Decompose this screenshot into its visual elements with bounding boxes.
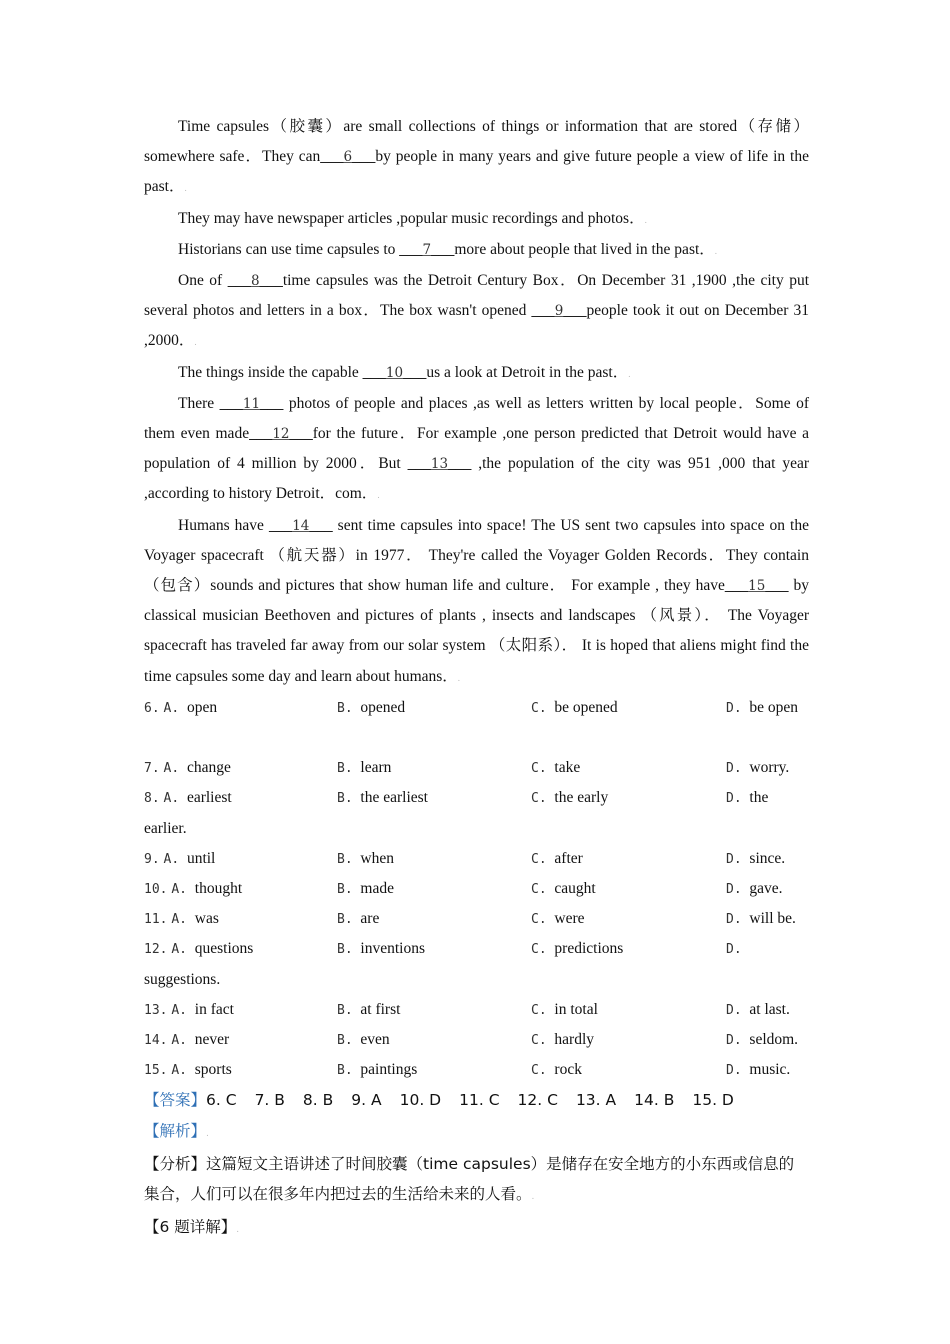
question-list <box>144 693 809 1085</box>
option-c <box>531 753 580 784</box>
option-text: learn <box>360 759 392 777</box>
option-text: rock <box>554 1061 582 1079</box>
blank-7: ___7___ <box>399 240 455 258</box>
passage-paragraph-7: Humans have ___14___ sent time capsules into space! The US sent two capsules into space on the Voyager spacecraft （航天器）in 1977． They're called the Voyager Golden Records．They contain （包含）sounds and pictures that show human life and culture． For example , they have___15___ by classical musician Beethoven and pictures of plants , insects and landscapes （风景）． The Voyager spacecraft has traveled far away from our solar system （太阳系）． It is hoped that aliens might find the time capsules some day and learn about humans．. <box>144 516 809 685</box>
question-number: 6. <box>144 700 160 716</box>
option-text: be opened <box>554 698 618 716</box>
option-text: thought <box>194 879 243 897</box>
question-number: 8. <box>144 791 160 807</box>
option-label: B. <box>337 851 353 867</box>
option-d-wrap: suggestions. <box>144 970 221 988</box>
option-text: seldom. <box>749 1030 799 1048</box>
option-text: take <box>554 759 581 777</box>
option-text: never <box>194 1030 230 1048</box>
answer-item: 12. C <box>517 1091 558 1110</box>
option-b <box>337 874 394 905</box>
option-d <box>726 874 783 905</box>
option-label: C. <box>531 761 547 777</box>
question-row <box>144 904 809 934</box>
option-text: gave. <box>749 879 783 897</box>
option-label: D. <box>726 851 742 867</box>
passage-paragraph-2: They may have newspaper articles ,popular music recordings and photos．. <box>178 209 647 227</box>
analysis-label: 【解析】 <box>144 1121 207 1140</box>
option-d <box>726 693 798 724</box>
option-label: C. <box>531 912 547 928</box>
answer-item: 6. C <box>206 1091 237 1110</box>
option-b <box>337 1055 417 1086</box>
option-text: will be. <box>749 910 796 928</box>
option-label: B. <box>337 1063 353 1079</box>
passage-paragraph-6: There ___11___ photos of people and places ,as well as letters written by local people．Some of them even made___12___for the future．For example ,one person predicted that Detroit would have a population of 4 million by 2000．But ___13___ ,the population of the city was 951 ,000 that year ,according to history Detroit．com．. <box>144 394 810 503</box>
text: There <box>178 394 220 412</box>
option-b <box>337 844 394 875</box>
blank-14: ___14___ <box>268 516 333 534</box>
detail-label: 【6 题详解】 <box>144 1218 237 1237</box>
option-text: at last. <box>749 1000 790 1018</box>
option-a <box>144 1055 232 1086</box>
blank-13: ___13___ <box>407 455 472 473</box>
text: Time capsules（胶囊）are small collections of things or information that are stored（存储）somewhere safe．They can <box>144 118 809 166</box>
passage-paragraph-4: One of ___8___time capsules was the Detroit Century Box．On December 31 ,1900 ,the city put several photos and letters in a box．The box wasn't opened ___9___people took it out on December 31 ,2000．. <box>144 272 809 350</box>
option-text: change <box>186 759 231 777</box>
question-number: 15. <box>144 1063 168 1079</box>
answer-label: 【答案】 <box>144 1091 207 1110</box>
option-b <box>337 934 425 965</box>
option-label: B. <box>337 881 353 897</box>
blank-12: ___12___ <box>249 425 313 443</box>
option-a <box>144 844 215 875</box>
text: photos of people and places ,as well as letters written by local people．Some of them even made <box>144 394 809 443</box>
analysis-heading: 【解析】. <box>144 1121 209 1140</box>
option-text: the earliest <box>360 789 428 807</box>
option-b <box>337 783 428 814</box>
text: Humans have <box>178 516 269 534</box>
option-label: B. <box>337 942 353 958</box>
option-text: until <box>186 849 216 867</box>
answer-item: 15. D <box>692 1091 734 1110</box>
option-label: D. <box>726 881 742 897</box>
option-text: inventions <box>360 940 425 958</box>
text: They may have newspaper articles ,popular music recordings and photos． <box>178 209 645 227</box>
option-c <box>531 995 598 1026</box>
document-page <box>144 112 809 1245</box>
option-a <box>144 753 231 784</box>
detail-heading: 【6 题详解】. <box>144 1218 240 1237</box>
question-number: 10. <box>144 881 168 897</box>
question-number: 9. <box>144 851 160 867</box>
analysis-summary-label: 【分析】 <box>144 1154 207 1173</box>
option-text: open <box>186 698 218 716</box>
option-label: D. <box>726 912 742 928</box>
question-row <box>144 995 809 1025</box>
answer-items <box>206 1091 752 1109</box>
question-number: 11. <box>144 912 168 928</box>
answer-item: 9. A <box>351 1091 382 1110</box>
option-c <box>531 904 585 935</box>
option-c <box>531 874 596 905</box>
option-text: earliest <box>186 789 232 807</box>
option-d <box>726 934 746 965</box>
text: One of <box>178 272 228 290</box>
option-label: A. <box>163 761 180 777</box>
option-label: C. <box>531 1063 547 1079</box>
passage-paragraph-1: Time capsules（胶囊）are small collections of things or information that are stored（存储）somewhere safe．They can___6___by people in many years and give future people a view of life in the past．. <box>144 118 809 196</box>
option-label: A. <box>171 881 188 897</box>
option-label: D. <box>726 1063 742 1079</box>
passage-paragraph-3: Historians can use time capsules to ___7___more about people that lived in the past．. <box>178 240 718 258</box>
option-text: music. <box>749 1061 791 1079</box>
option-b <box>337 693 405 724</box>
analysis-summary: 【分析】这篇短文主语讲述了时间胶囊（time capsules）是储存在安全地方的小东西或信息的集合，人们可以在很多年内把过去的生活给未来的人看。. <box>144 1154 795 1203</box>
answer-item: 13. A <box>575 1091 617 1110</box>
text: by people in many years and give future people a view of life in the past． <box>144 148 809 196</box>
option-text: at first <box>360 1000 401 1018</box>
passage-paragraph-5: The things inside the capable ___10___us a look at Detroit in the past．. <box>178 363 631 381</box>
answer-item: 14. B <box>634 1091 675 1110</box>
option-label: A. <box>163 851 180 867</box>
question-number: 14. <box>144 1032 168 1048</box>
option-label: B. <box>337 1032 353 1048</box>
option-label: A. <box>163 791 180 807</box>
option-d <box>726 995 790 1026</box>
option-text: when <box>360 849 394 867</box>
option-b <box>337 995 400 1026</box>
option-label: D. <box>726 761 742 777</box>
blank-8: ___8___ <box>227 272 283 290</box>
text: us a look at Detroit in the past． <box>426 363 629 381</box>
text: The things inside the capable <box>178 363 363 381</box>
option-text: paintings <box>360 1061 418 1079</box>
text: more about people that lived in the past． <box>454 240 715 258</box>
option-d <box>726 783 768 814</box>
spacer <box>144 723 809 753</box>
option-text: hardly <box>554 1030 595 1048</box>
option-label: C. <box>531 1032 547 1048</box>
option-text: since. <box>749 849 786 867</box>
blank-15: ___15___ <box>724 577 789 595</box>
text: by classical musician Beethoven and pictures of plants , insects and landscapes （风景）． The Voyager spacecraft has traveled far away from our solar system （太阳系）． It is hoped that aliens might find the time capsules some day and learn about humans． <box>144 577 809 685</box>
option-label: A. <box>163 700 180 716</box>
option-d <box>726 1025 798 1056</box>
option-text: the <box>749 789 769 807</box>
option-text: made <box>360 879 394 897</box>
text: people took it out on December 31 ,2000． <box>144 302 809 350</box>
question-row <box>144 934 809 964</box>
blank-9: ___9___ <box>531 302 587 320</box>
option-c <box>531 934 623 965</box>
answer-item: 10. D <box>399 1091 442 1110</box>
option-c <box>531 1055 582 1086</box>
option-label: B. <box>337 791 353 807</box>
option-a <box>144 934 253 965</box>
option-label: C. <box>531 851 547 867</box>
option-label: D. <box>726 942 742 958</box>
question-number: 12. <box>144 942 168 958</box>
option-a <box>144 904 219 935</box>
text: sent time capsules into space! The US sent two capsules into space on the Voyager spacecraft （航天器）in 1977． They're called the Voyager Golden Records．They contain （包含）sounds and pictures that show human life and culture． For example , they have <box>144 516 809 595</box>
option-text: in total <box>554 1000 598 1018</box>
option-label: D. <box>726 1002 742 1018</box>
option-label: C. <box>531 881 547 897</box>
option-c <box>531 844 583 875</box>
option-text: questions <box>194 940 254 958</box>
option-text: were <box>554 910 585 928</box>
option-text: after <box>554 849 583 867</box>
question-row <box>144 693 809 723</box>
option-label: C. <box>531 791 547 807</box>
option-label: A. <box>171 942 188 958</box>
option-label: C. <box>531 1002 547 1018</box>
option-label: A. <box>171 1032 188 1048</box>
option-a <box>144 995 234 1026</box>
option-label: C. <box>531 942 547 958</box>
option-d <box>726 904 796 935</box>
option-a <box>144 783 232 814</box>
question-row <box>144 753 809 783</box>
option-b <box>337 753 391 784</box>
option-text: worry. <box>749 759 790 777</box>
option-d <box>726 753 789 784</box>
answer-line <box>144 1085 809 1115</box>
option-text: even <box>360 1030 390 1048</box>
question-row <box>144 874 809 904</box>
blank-10: ___10___ <box>362 363 427 381</box>
question-row <box>144 1055 809 1085</box>
blank-11: ___11___ <box>219 394 284 412</box>
option-a <box>144 1025 229 1056</box>
option-text: sports <box>194 1061 232 1079</box>
option-d <box>726 1055 790 1086</box>
question-number: 13. <box>144 1002 168 1018</box>
option-label: D. <box>726 791 742 807</box>
option-label: B. <box>337 761 353 777</box>
option-text: be open <box>749 698 799 716</box>
option-text: caught <box>554 879 596 897</box>
option-a <box>144 693 217 724</box>
answer-item: 11. C <box>459 1091 500 1110</box>
option-label: B. <box>337 1002 353 1018</box>
question-row <box>144 844 809 874</box>
text: ,the population of the city was 951 ,000 that year ,according to history Detroit．com． <box>144 455 810 503</box>
question-row <box>144 1025 809 1055</box>
text: time capsules was the Detroit Century Box．On December 31 ,1900 ,the city put several photos and letters in a box．The box wasn't opened <box>144 272 809 320</box>
option-label: A. <box>171 1063 188 1079</box>
option-label: A. <box>171 912 188 928</box>
option-c <box>531 693 618 724</box>
answer-item: 7. B <box>254 1091 285 1110</box>
option-b <box>337 904 379 935</box>
option-label: D. <box>726 700 742 716</box>
option-b <box>337 1025 390 1056</box>
option-text: the early <box>554 789 609 807</box>
analysis-summary-text: 这篇短文主语讲述了时间胶囊（time capsules）是储存在安全地方的小东西或信息的集合，人们可以在很多年内把过去的生活给未来的人看。 <box>144 1154 795 1203</box>
option-label: A. <box>171 1002 188 1018</box>
option-d-wrap: earlier. <box>144 819 187 837</box>
text: Historians can use time capsules to <box>178 240 400 258</box>
option-c <box>531 783 608 814</box>
question-number: 7. <box>144 761 160 777</box>
option-text: was <box>194 910 219 928</box>
blank-6: ___6___ <box>320 148 376 166</box>
option-a <box>144 874 242 905</box>
answer-item: 8. B <box>302 1091 334 1110</box>
option-text: in fact <box>194 1000 234 1018</box>
option-text: are <box>360 910 380 928</box>
option-c <box>531 1025 594 1056</box>
question-row <box>144 783 809 813</box>
option-label: C. <box>531 700 547 716</box>
option-label: B. <box>337 912 353 928</box>
option-d <box>726 844 785 875</box>
option-label: D. <box>726 1032 742 1048</box>
text: for the future．For example ,one person predicted that Detroit would have a population of 4 million by 2000．But <box>144 425 809 473</box>
option-text: opened <box>360 698 406 716</box>
option-text: predictions <box>554 940 624 958</box>
option-label: B. <box>337 700 353 716</box>
